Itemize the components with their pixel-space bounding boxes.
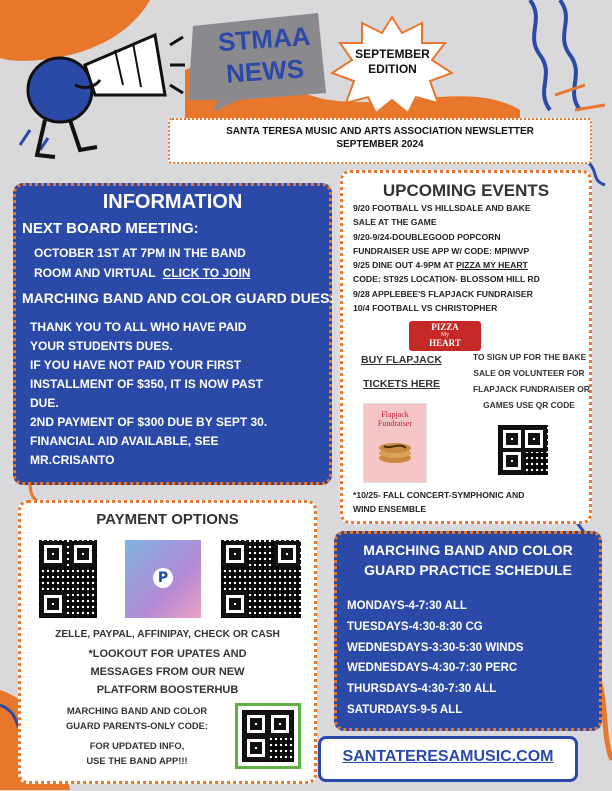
dues-line: THANK YOU TO ALL WHO HAVE PAID [30,320,247,334]
dues-heading: MARCHING BAND AND COLOR GUARD DUES: [22,290,335,306]
upcoming-events-panel [340,170,592,524]
event-line: SALE AT THE GAME [353,217,437,228]
website-link[interactable]: SANTATERESAMUSIC.COM [342,748,554,765]
event-line: FUNDRAISER USE APP W/ CODE: MPIWVP [353,245,530,256]
logo-line: My [440,332,450,338]
concert-line1: *10/25- FALL CONCERT-SYMPHONIC AND [353,490,525,500]
edition-badge [330,15,455,115]
event-line: 9/20 FOOTBALL VS HILLSDALE AND BAKE [353,203,531,213]
signup-qr-code[interactable] [498,425,548,475]
pizza-my-heart-link[interactable]: PIZZA MY HEART [456,260,528,271]
masthead-title-line1: STMAA [217,20,312,58]
app-line: FOR UPDATED INFO, [89,740,185,751]
lookout-line: PLATFORM BOOSTERHUB [96,684,239,696]
dues-line: INSTALLMENT OF $350, IT IS NOW PAST [30,377,263,391]
masthead [178,8,328,113]
information-panel [13,183,335,485]
event-line: CODE: ST925 LOCATION- BLOSSOM HILL RD [353,274,540,285]
concert-line2: WIND ENSEMBLE [353,504,427,514]
dues-line: YOUR STUDENTS DUES. [30,339,173,353]
band-app-qr-code[interactable] [242,710,294,762]
schedule-item: WEDNESDAYS-4:30-7:30 PERC [347,662,518,675]
event-line: 10/4 FOOTBALL VS CHRISTOPHER [353,303,498,314]
schedule-item: THURSDAYS-4:30-7:30 ALL [347,683,497,696]
subtitle-line1: SANTA TERESA MUSIC AND ARTS ASSOCIATION NEWSLETTER [226,126,534,137]
website-box [318,736,578,782]
signup-line: SALE OR VOLUNTEER FOR [473,368,585,378]
signup-line: FLAPJACK FUNDRAISER OR [473,384,590,394]
zelle-qr-code[interactable] [39,540,97,618]
flapjack-flyer-image[interactable] [363,403,427,483]
event-line: 9/28 APPLEBEE'S FLAPJACK FUNDRAISER [353,288,533,299]
paypal-qr-code[interactable] [125,540,201,618]
schedule-item: TUESDAYS-4:30-8:30 CG [347,620,483,633]
signup-line: TO SIGN UP FOR THE BAKE [473,352,587,362]
flyer-title: Flapjack Fundraiser [377,410,413,428]
board-meeting-line1: OCTOBER 1ST AT 7PM IN THE BAND [34,246,246,260]
signup-line: GAMES USE QR CODE [483,400,575,410]
schedule-item: MONDAYS-4-7:30 ALL [347,600,467,612]
flapjack-tickets-link-line2[interactable]: TICKETS HERE [363,378,441,390]
dues-line: 2ND PAYMENT OF $300 DUE BY SEPT 30. [30,415,268,429]
schedule-item: SATURDAYS-9-5 ALL [347,703,463,716]
boosterhub-notice [21,645,314,699]
board-meeting-line2: ROOM AND VIRTUAL [34,266,156,280]
events-heading: UPCOMING EVENTS [382,181,550,200]
event-line: 9/25 DINE OUT 4-9PM AT [353,260,454,271]
events-list [353,201,540,315]
event-line: 9/20-9/24-DOUBLEGOOD POPCORN [353,231,501,242]
payment-heading: PAYMENT OPTIONS [96,511,239,528]
signup-text [473,349,590,413]
dues-text [30,318,267,470]
dues-line: MR.CRISANTO [30,453,115,467]
parents-line: MARCHING BAND AND COLOR [66,705,208,716]
dues-line: DUE. [30,396,59,410]
practice-schedule-panel [334,531,602,731]
band-app-qr-frame [235,703,301,769]
logo-line: HEART [429,338,461,348]
band-app-text [39,738,235,768]
logo-line: PIZZA [431,322,459,332]
pizza-my-heart-logo [409,321,481,351]
edition-line2: EDITION [368,62,417,76]
dues-line: FINANCIAL AID AVAILABLE, SEE [30,434,219,448]
information-heading: INFORMATION [102,191,243,213]
board-meeting-heading: NEXT BOARD MEETING: [22,220,199,237]
affinipay-qr-code[interactable] [221,540,301,618]
edition-line1: SEPTEMBER [355,47,430,61]
flapjack-tickets-link[interactable]: BUY FLAPJACK [361,354,442,366]
payment-methods: ZELLE, PAYPAL, AFFINIPAY, CHECK OR CASH [55,629,280,640]
payment-options-panel [18,500,317,784]
lookout-line: *LOOKOUT FOR UPATES AND [88,648,247,660]
parents-code-text [39,703,235,733]
schedule-list [347,596,524,721]
subtitle-line2: SEPTEMBER 2024 [336,139,424,150]
schedule-heading-line2: GUARD PRACTICE SCHEDULE [364,562,572,578]
newsletter-subtitle-banner [168,118,592,164]
paypal-icon: P [153,568,173,588]
lookout-line: MESSAGES FROM OUR NEW [90,666,245,678]
join-meeting-link[interactable]: CLICK TO JOIN [162,266,251,280]
masthead-title-line2: NEWS [225,53,305,89]
schedule-heading-line1: MARCHING BAND AND COLOR [363,542,573,558]
schedule-item: WEDNESDAYS-3:30-5:30 WINDS [347,641,524,654]
dues-line: IF YOU HAVE NOT PAID YOUR FIRST [30,358,242,372]
megaphone-mascot-icon [15,25,185,175]
parents-line: GUARD PARENTS-ONLY CODE: [65,720,209,731]
app-line: USE THE BAND APP!!! [86,755,188,766]
